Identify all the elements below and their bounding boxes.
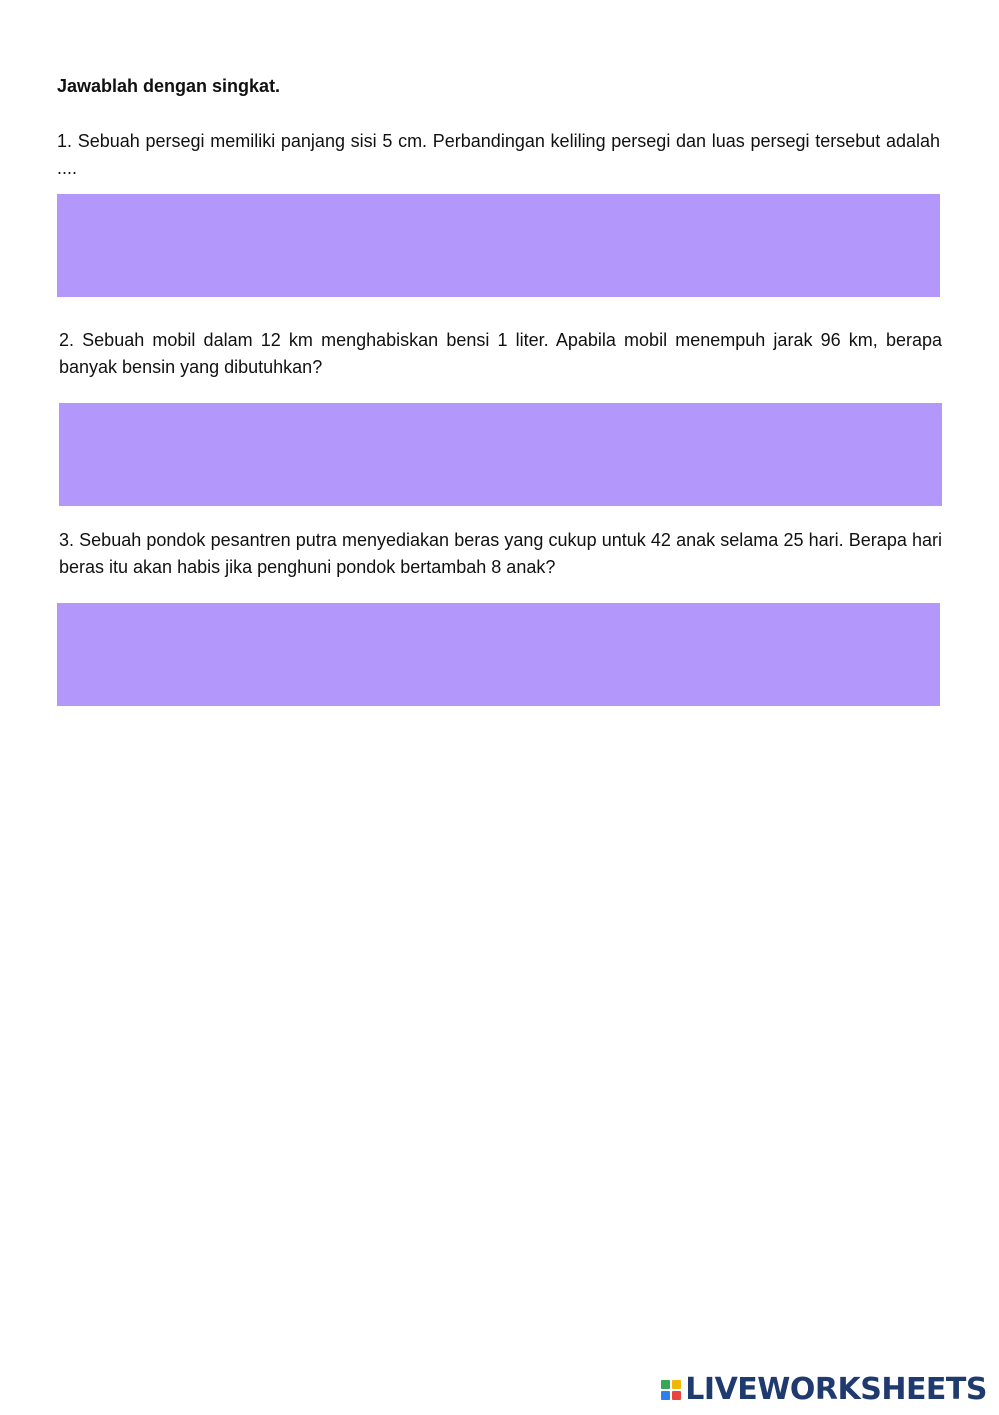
liveworksheets-logo-icon (661, 1380, 681, 1400)
question-1-text: 1. Sebuah persegi memiliki panjang sisi 5 cm. Perbandingan keliling persegi dan luas persegi tersebut adalah .... (57, 131, 940, 178)
question-3-text: 3. Sebuah pondok pesantren putra menyediakan beras yang cukup untuk 42 anak selama 25 hari. Berapa hari beras itu akan habis jika penghuni pondok bertambah 8 anak? (59, 530, 942, 577)
question-2-text: 2. Sebuah mobil dalam 12 km menghabiskan bensi 1 liter. Apabila mobil menempuh jarak 96 km, berapa banyak bensin yang dibutuhkan? (59, 330, 942, 377)
answer-box-2[interactable] (59, 403, 942, 506)
answer-box-1[interactable] (57, 194, 940, 297)
liveworksheets-brand (661, 1373, 987, 1407)
brand-name: LIVEWORKSHEETS (685, 1372, 987, 1407)
instruction-heading: Jawablah dengan singkat. (57, 76, 281, 96)
answer-box-3[interactable] (57, 603, 940, 706)
